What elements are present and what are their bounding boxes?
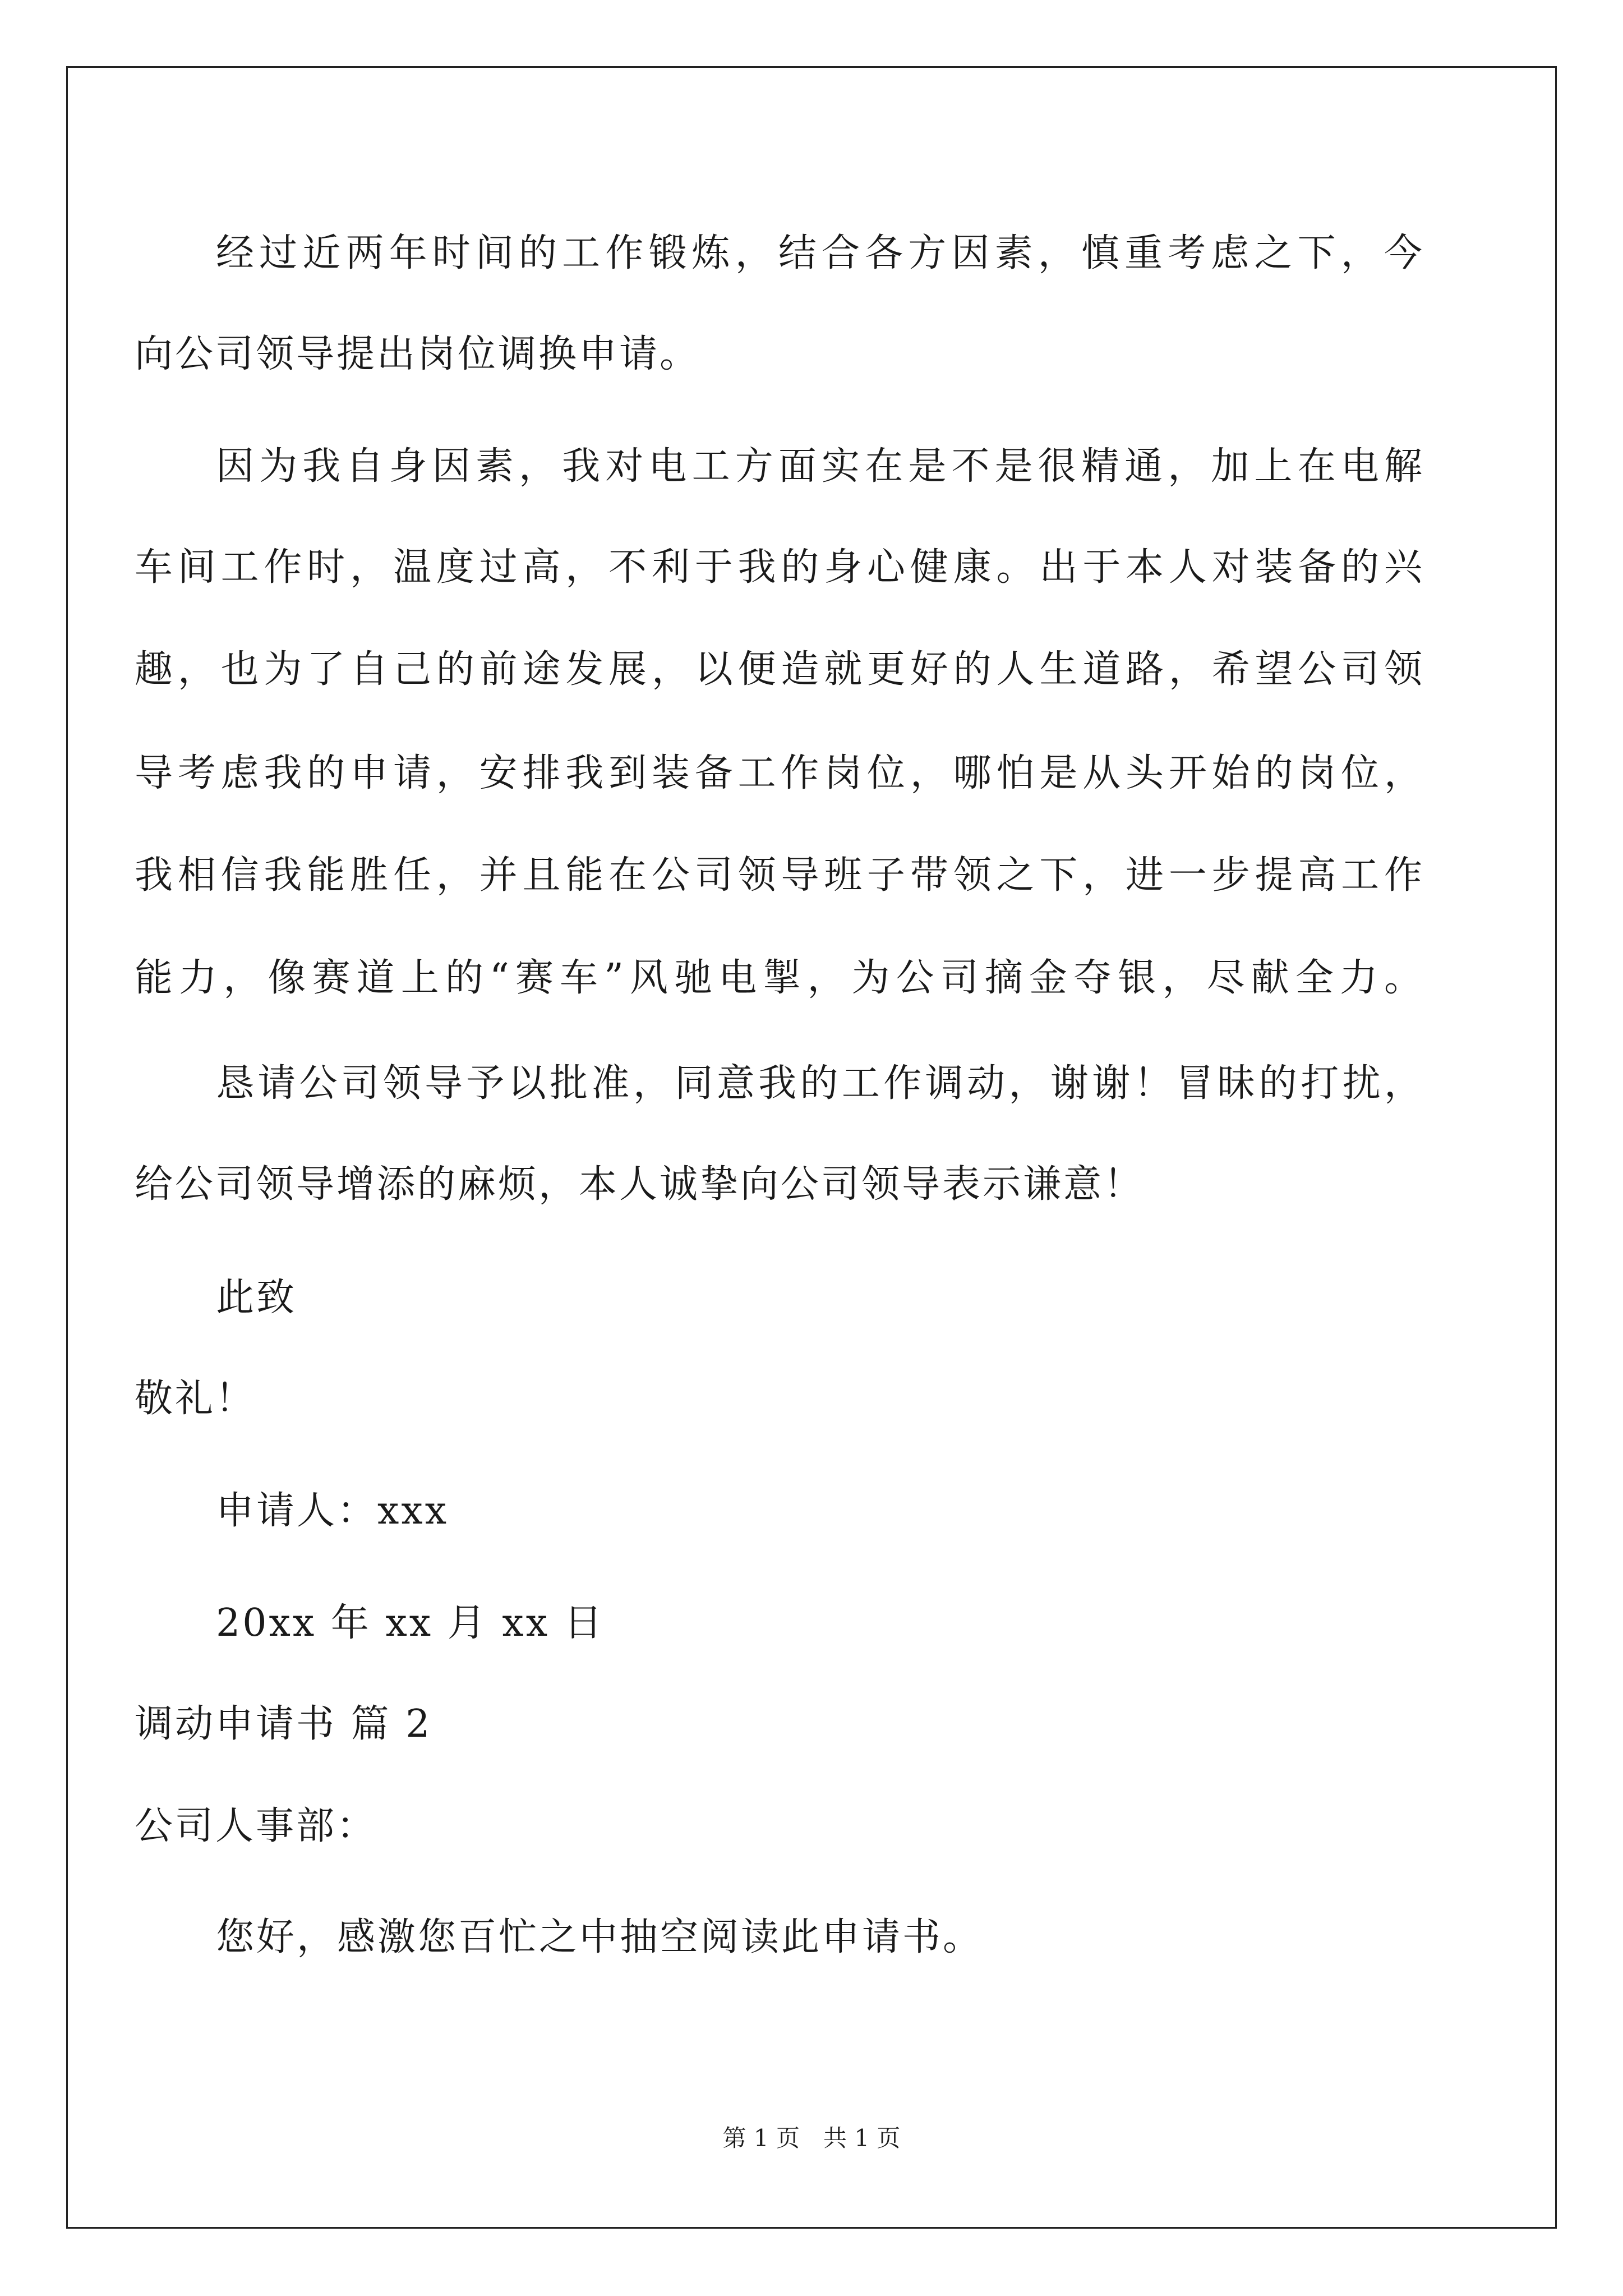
paragraph-3-line-2: 给公司领导增添的麻烦，本人诚挚向公司领导表示谦意！ bbox=[135, 1162, 1145, 1207]
paragraph-1-line-1: 经过近两年时间的工作锻炼，结合各方因素，慎重考虑之下，今 bbox=[216, 231, 1424, 275]
recipient-line: 公司人事部： bbox=[135, 1804, 377, 1848]
paragraph-2-line-4: 导考虑我的申请，安排我到装备工作岗位，哪怕是从头开始的岗位， bbox=[135, 751, 1424, 795]
paragraph-3-line-1: 恳请公司领导予以批准，同意我的工作调动，谢谢！冒昧的打扰， bbox=[216, 1061, 1424, 1106]
paragraph-2-line-3: 趣，也为了自己的前途发展，以便造就更好的人生道路，希望公司领 bbox=[135, 647, 1424, 692]
page-footer: 第 1 页 共 1 页 bbox=[722, 2124, 901, 2152]
closing-salutation: 此致 bbox=[216, 1276, 297, 1320]
date-line: 20xx 年 xx 月 xx 日 bbox=[216, 1601, 605, 1645]
applicant-line: 申请人：xxx bbox=[216, 1489, 449, 1533]
paragraph-2-line-5: 我相信我能胜任，并且能在公司领导班子带领之下，进一步提高工作 bbox=[135, 853, 1424, 898]
paragraph-1-line-2: 向公司领导提出岗位调换申请。 bbox=[135, 332, 700, 376]
paragraph-2-line-2: 车间工作时，温度过高，不利于我的身心健康。出于本人对装备的兴 bbox=[135, 545, 1424, 590]
section-heading: 调动申请书 篇 2 bbox=[135, 1702, 432, 1746]
greeting-line: 您好，感激您百忙之中抽空阅读此申请书。 bbox=[216, 1915, 984, 1959]
paragraph-2-line-6: 能力，像赛道上的“赛车”风驰电掣，为公司摘金夺银，尽献全力。 bbox=[135, 956, 1424, 1000]
closing-regards: 敬礼！ bbox=[135, 1377, 256, 1421]
paragraph-2-line-1: 因为我自身因素，我对电工方面实在是不是很精通，加上在电解 bbox=[216, 444, 1424, 489]
page-border bbox=[66, 66, 1557, 2229]
